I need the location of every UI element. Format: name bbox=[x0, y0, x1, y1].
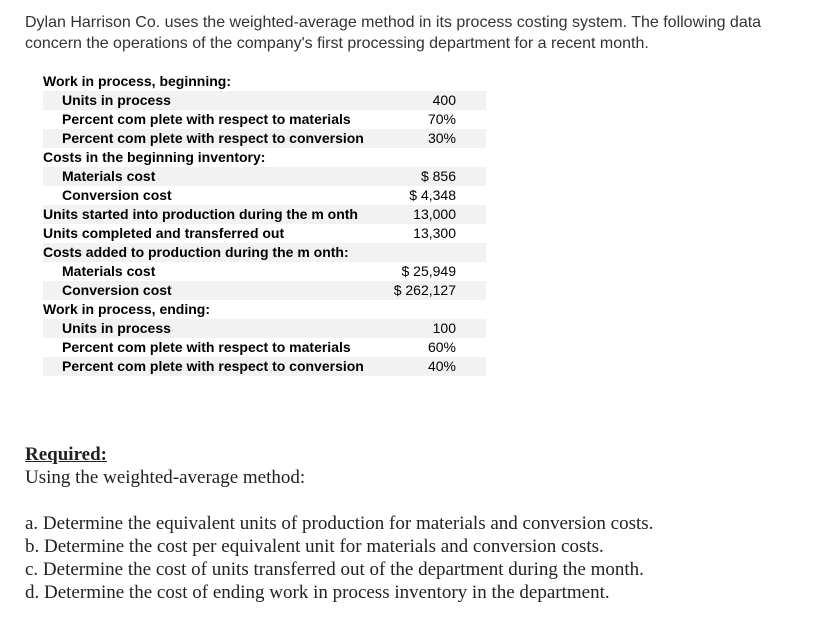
row-label: Conversion cost bbox=[43, 281, 366, 300]
table-row bbox=[43, 300, 486, 319]
row-value bbox=[366, 72, 486, 91]
question-b: b. Determine the cost per equivalent unit for materials and conversion costs. bbox=[25, 536, 604, 557]
row-value bbox=[366, 243, 486, 262]
table-row bbox=[43, 148, 486, 167]
table-row bbox=[43, 72, 486, 91]
row-value: 60% bbox=[427, 339, 456, 355]
row-label: Materials cost bbox=[62, 263, 156, 279]
table-row bbox=[43, 186, 486, 205]
question-list bbox=[25, 512, 653, 604]
row-value bbox=[366, 300, 486, 319]
row-label: Percent com plete with respect to materials bbox=[62, 111, 351, 127]
table-row bbox=[43, 319, 486, 338]
row-label: Percent com plete with respect to conversion bbox=[43, 129, 366, 148]
table-row bbox=[43, 91, 486, 110]
row-value: 30% bbox=[366, 129, 486, 148]
row-label: Units completed and transferred out bbox=[43, 225, 285, 241]
row-value: 100 bbox=[366, 319, 486, 338]
table-row bbox=[43, 129, 486, 148]
table-row bbox=[43, 110, 486, 129]
table-row bbox=[43, 281, 486, 300]
row-label: Units started into production during the m onth bbox=[43, 205, 366, 224]
question-a: a. Determine the equivalent units of production for materials and conversion costs. bbox=[25, 513, 654, 534]
row-label: Units in process bbox=[43, 91, 366, 110]
problem-intro: Dylan Harrison Co. uses the weighted-average method in its process costing system. The following data concern the operations of the company's first processing department for a recent month. bbox=[25, 14, 762, 52]
row-label: Work in process, beginning: bbox=[43, 73, 231, 89]
row-label: Work in process, ending: bbox=[43, 301, 210, 317]
question-d: d. Determine the cost of ending work in process inventory in the department. bbox=[25, 582, 610, 603]
row-value: 70% bbox=[427, 111, 456, 127]
table-row bbox=[43, 205, 486, 224]
row-value: $ 856 bbox=[366, 167, 486, 186]
row-label: Percent com plete with respect to conversion bbox=[43, 357, 366, 376]
row-value: $ 4,348 bbox=[409, 187, 456, 203]
table-row bbox=[43, 224, 486, 243]
row-value: 13,000 bbox=[366, 205, 486, 224]
row-label: Costs added to production during the m onth: bbox=[43, 243, 366, 262]
table-row bbox=[43, 167, 486, 186]
row-value bbox=[366, 148, 486, 167]
row-label: Percent com plete with respect to materials bbox=[62, 339, 351, 355]
row-value: $ 25,949 bbox=[401, 263, 456, 279]
row-value: 40% bbox=[366, 357, 486, 376]
required-subtitle: Using the weighted-average method: bbox=[25, 467, 306, 488]
required-title: Required: bbox=[25, 444, 107, 465]
table-row bbox=[43, 338, 486, 357]
table-row bbox=[43, 357, 486, 376]
row-value: $ 262,127 bbox=[366, 281, 486, 300]
table-row bbox=[43, 243, 486, 262]
row-value: 13,300 bbox=[413, 225, 456, 241]
row-value: 400 bbox=[366, 91, 486, 110]
row-label: Units in process bbox=[43, 319, 366, 338]
row-label: Materials cost bbox=[43, 167, 366, 186]
row-label: Costs in the beginning inventory: bbox=[43, 149, 266, 165]
question-c: c. Determine the cost of units transferred out of the department during the month. bbox=[25, 559, 644, 580]
row-label: Conversion cost bbox=[62, 187, 172, 203]
data-table bbox=[43, 72, 486, 376]
required-section bbox=[25, 443, 305, 489]
table-row bbox=[43, 262, 486, 281]
